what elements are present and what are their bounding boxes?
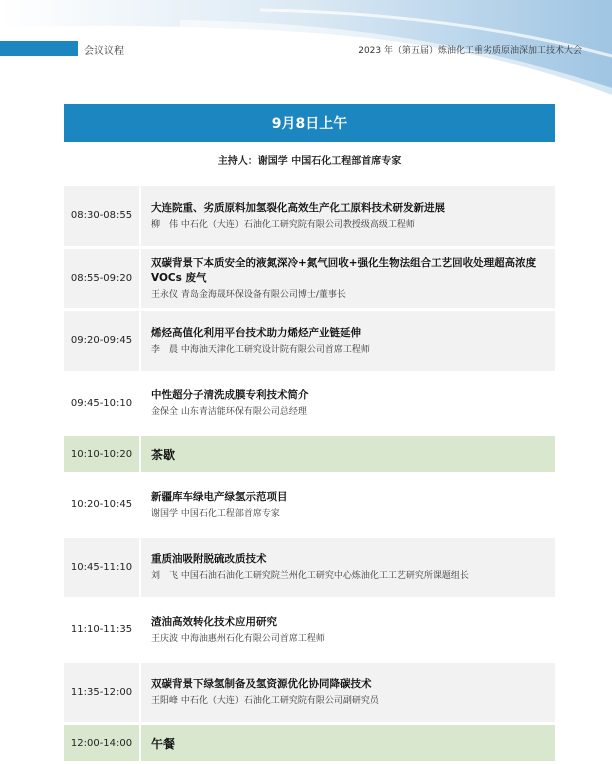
agenda-time: 10:45-11:10 xyxy=(64,538,139,598)
talk-title: 新疆库车绿电产绿氢示范项目 xyxy=(151,490,288,503)
talk-title: 重质油吸附脱硫改质技术 xyxy=(151,553,267,566)
agenda-table xyxy=(64,186,555,764)
agenda-content xyxy=(141,436,555,472)
talk-title: 烯烃高值化利用平台技术助力烯烃产业链延伸 xyxy=(151,326,361,339)
day-banner: 9月8日上午 xyxy=(64,104,555,142)
agenda-time: 09:45-10:10 xyxy=(64,374,139,434)
agenda-content xyxy=(141,725,555,761)
agenda-time: 12:00-14:00 xyxy=(64,725,139,761)
talk-title: 双碳背景下绿氢制备及氢资源优化协同降碳技术 xyxy=(151,678,372,691)
agenda-content xyxy=(141,311,555,371)
talk-title: 大连院重、劣质原料加氢裂化高效生产化工原料技术研发新进展 xyxy=(151,201,445,214)
agenda-time: 09:20-09:45 xyxy=(64,311,139,371)
talk-title: 中性超分子清洗成膜专利技术简介 xyxy=(151,389,309,402)
header-section-label: 会议议程 xyxy=(84,46,124,57)
agenda-row xyxy=(64,663,555,723)
talk-title: 渣油高效转化技术应用研究 xyxy=(151,615,277,628)
agenda-content xyxy=(141,249,555,309)
agenda-row xyxy=(64,374,555,434)
agenda-content xyxy=(141,538,555,598)
talk-speaker: 谢国学 中国石化工程部首席专家 xyxy=(151,508,280,519)
talk-speaker: 柳 伟 中石化（大连）石油化工研究院有限公司教授级高级工程师 xyxy=(151,219,415,230)
agenda-row xyxy=(64,538,555,598)
agenda-content xyxy=(141,600,555,660)
agenda-row xyxy=(64,186,555,246)
break-title: 茶歇 xyxy=(151,447,176,462)
agenda-time: 10:10-10:20 xyxy=(64,436,139,472)
talk-speaker: 金保全 山东青洁能环保有限公司总经理 xyxy=(151,407,307,418)
talk-speaker: 王阳峰 中石化（大连）石油化工研究院有限公司副研究员 xyxy=(151,696,379,707)
agenda-content xyxy=(141,374,555,434)
agenda-content xyxy=(141,663,555,723)
agenda-row xyxy=(64,311,555,371)
talk-speaker: 刘 飞 中国石油石油化工研究院兰州化工研究中心炼油化工工艺研究所课题组长 xyxy=(151,571,469,582)
agenda-row xyxy=(64,600,555,660)
agenda-row xyxy=(64,475,555,535)
agenda-time: 10:20-10:45 xyxy=(64,475,139,535)
agenda-break-row xyxy=(64,725,555,761)
talk-title: 双碳背景下本质安全的液氮深冷+氮气回收+强化生物法组合工艺回收处理超高浓度VOCs 废气 xyxy=(151,256,537,284)
agenda-content xyxy=(141,186,555,246)
talk-speaker: 李 晨 中海油天津化工研究设计院有限公司首席工程师 xyxy=(151,344,370,355)
agenda-time: 11:35-12:00 xyxy=(64,663,139,723)
session-host: 主持人：谢国学 中国石化工程部首席专家 xyxy=(217,156,402,167)
talk-speaker: 王庆波 中海油惠州石化有限公司首席工程师 xyxy=(151,633,325,644)
talk-speaker: 王永仪 青岛金海晟环保设备有限公司博士/董事长 xyxy=(151,289,346,300)
break-title: 午餐 xyxy=(151,736,176,751)
agenda-row xyxy=(64,249,555,309)
agenda-time: 11:10-11:35 xyxy=(64,600,139,660)
agenda-time: 08:30-08:55 xyxy=(64,186,139,246)
header-conference-title: 2023 年（第五届）炼油化工重劣质原油深加工技术大会 xyxy=(358,46,582,56)
agenda-content xyxy=(141,475,555,535)
section-tag-bar xyxy=(0,41,78,56)
agenda-time: 08:55-09:20 xyxy=(64,249,139,309)
agenda-break-row xyxy=(64,436,555,472)
